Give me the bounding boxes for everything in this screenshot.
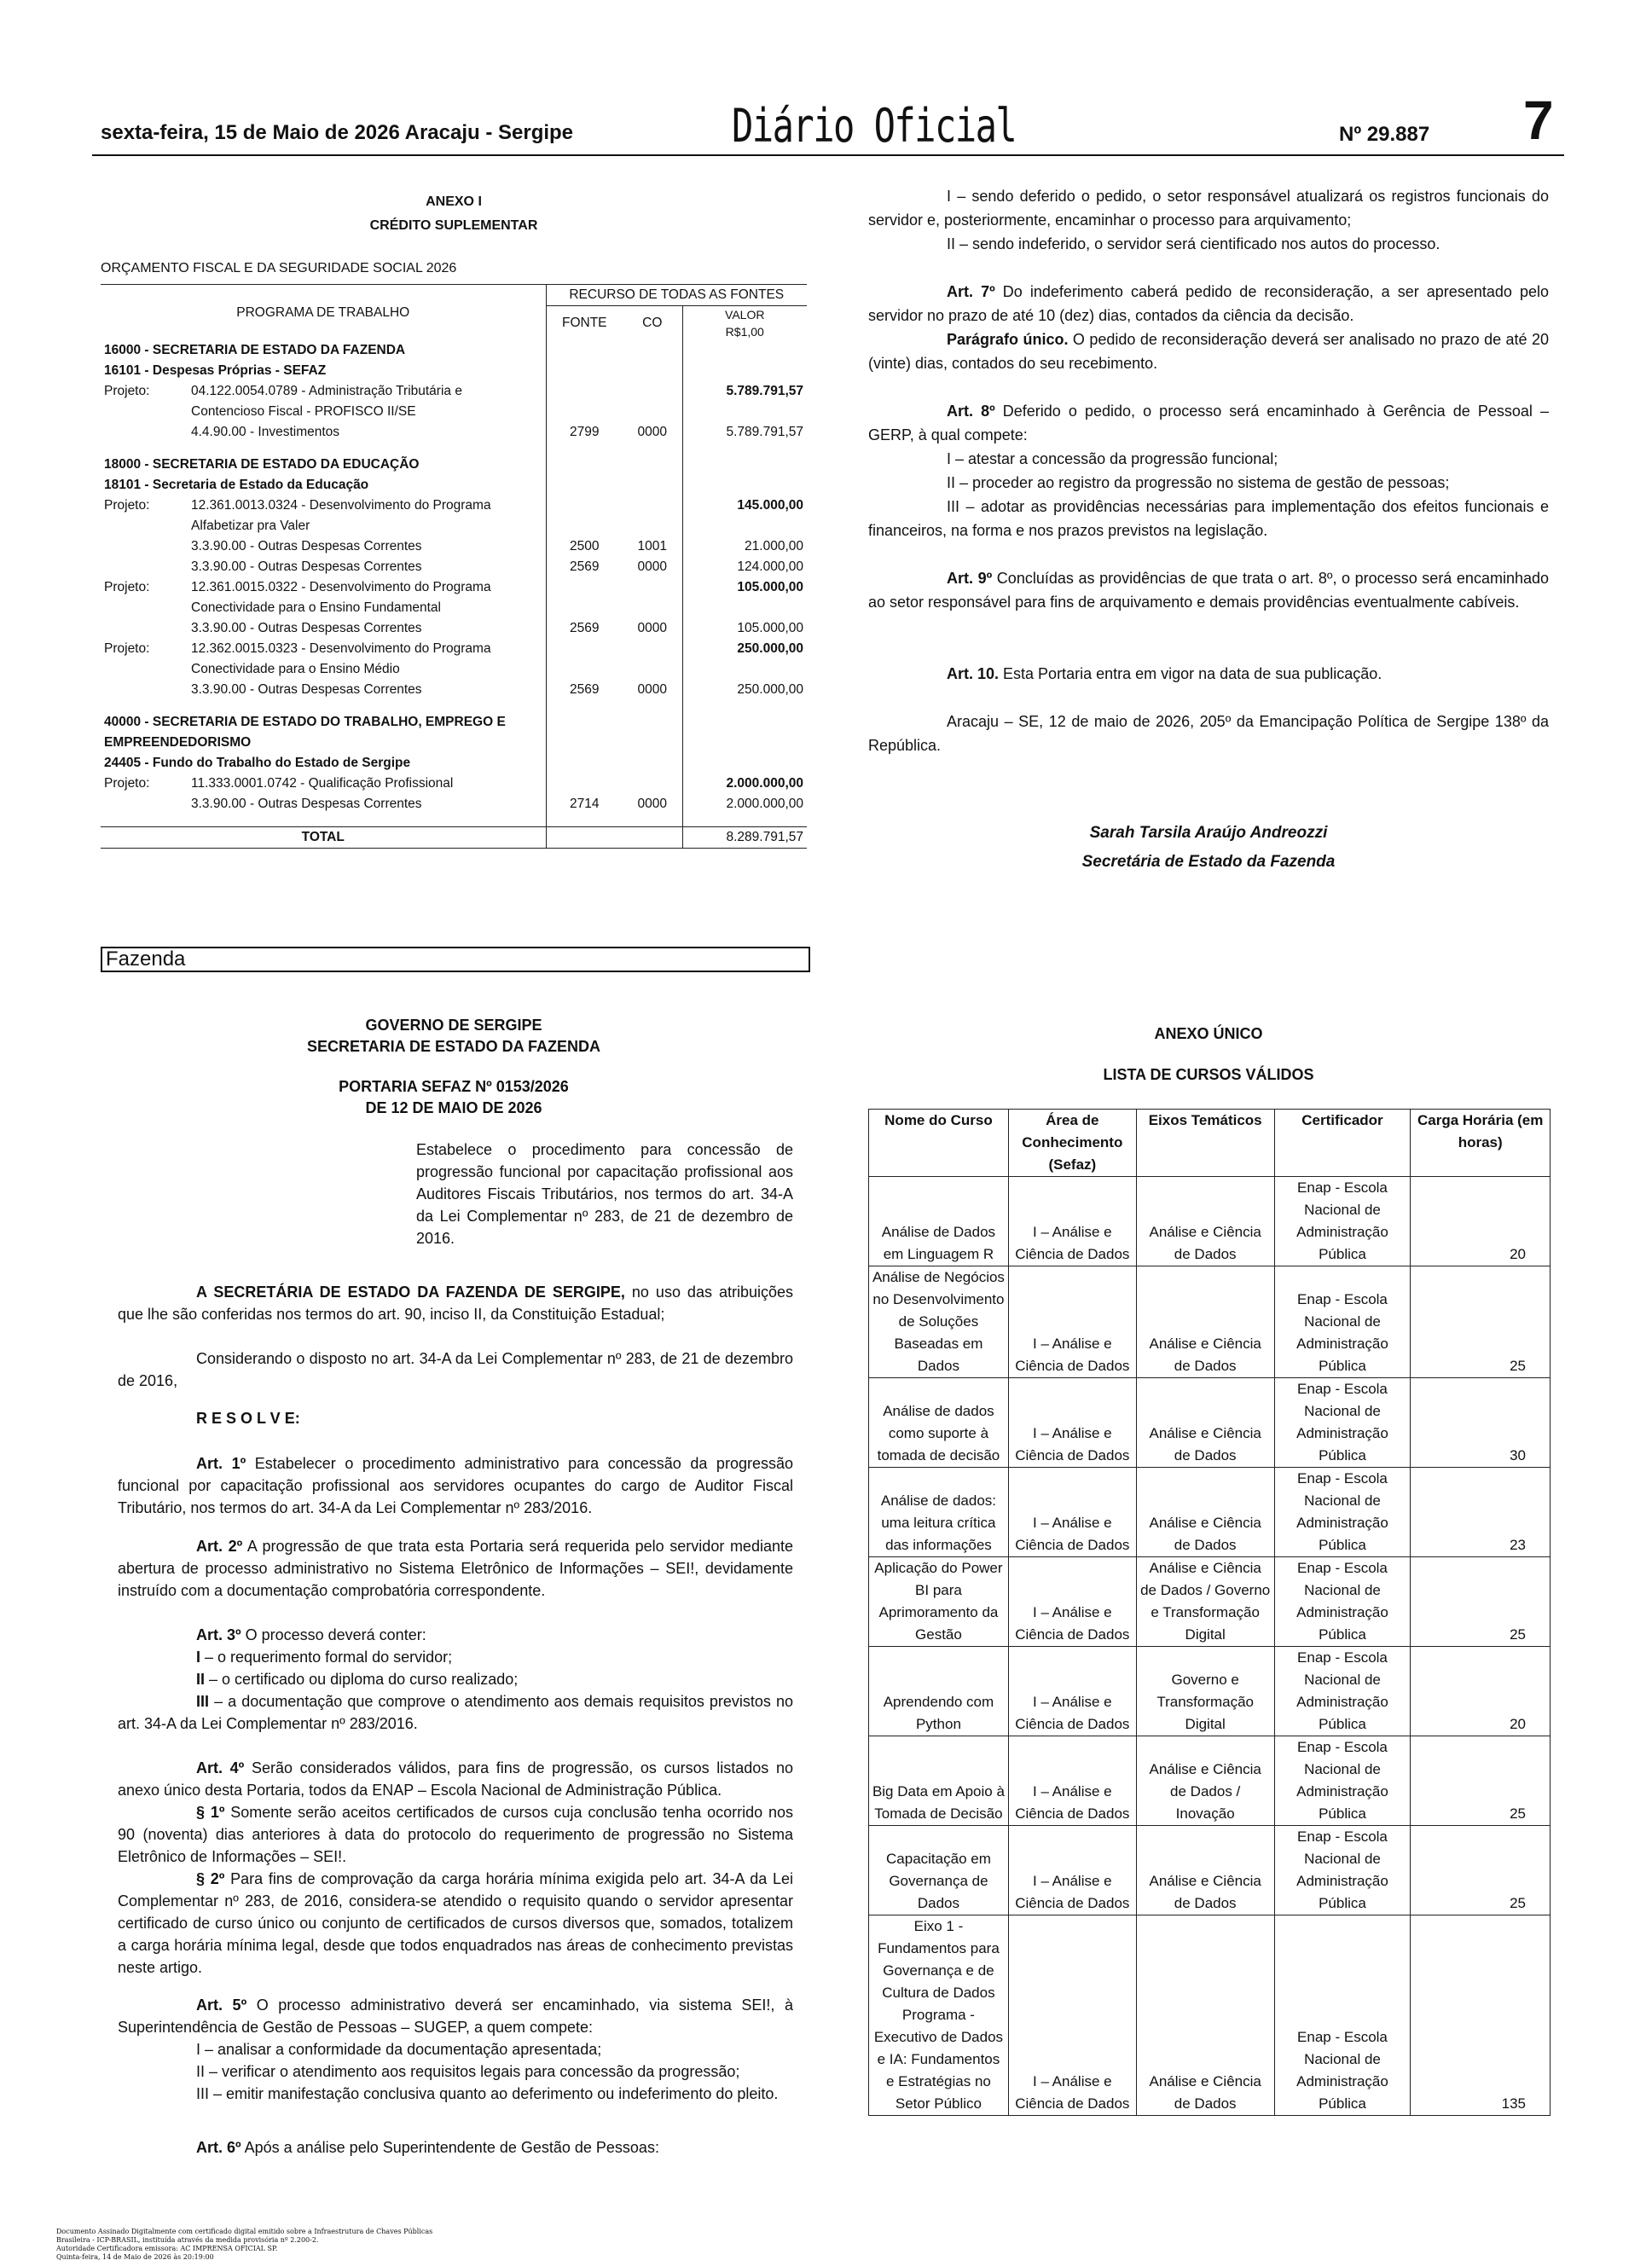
budget-project-cont: Alfabetizar pra Valer	[191, 519, 310, 533]
course-name: Análise de Negócios no Desenvolvimento de Soluções Baseadas em Dados	[869, 1266, 1009, 1378]
header-rule	[92, 154, 1564, 156]
annex1-title: ANEXO I	[426, 194, 482, 209]
budget-project-total: 145.000,00	[682, 496, 807, 516]
budget-row	[101, 618, 807, 639]
art10: Art. 10. Esta Portaria entra em vigor na data de sua publicação.	[947, 665, 1382, 682]
course-area: I – Análise e Ciência de Dados	[1008, 1557, 1136, 1647]
course-area: I – Análise e Ciência de Dados	[1008, 1177, 1136, 1266]
annex-unico-heading	[868, 1022, 1549, 1087]
budget-project-total: 250.000,00	[682, 639, 807, 659]
budget-fonte: 2500	[546, 536, 623, 557]
courses-header-cell: Carga Horária (em horas)	[1411, 1110, 1551, 1177]
courses-header-cell: Certificador	[1274, 1110, 1411, 1177]
budget-project: 12.361.0013.0324 - Desenvolvimento do Programa	[191, 498, 491, 513]
course-area: I – Análise e Ciência de Dados	[1008, 1266, 1136, 1378]
course-certifier: Enap - Escola Nacional de Administração Pública	[1274, 1468, 1411, 1557]
art7: Art. 7º Do indeferimento caberá pedido de reconsideração, a ser apresentado pelo servidor no prazo de até 10 (dez) dias, contados da ciência da decisão. Parágrafo único. O pedido de reconsideração deverá ser analisado no prazo de até 20 (vinte) dias, contados do seu recebimento.	[868, 283, 1549, 372]
section-label: Fazenda	[101, 947, 810, 972]
course-axes: Análise e Ciência de Dados	[1136, 1266, 1274, 1378]
budget-co: 0000	[637, 621, 667, 635]
budget-row	[101, 814, 807, 827]
budget-project-label: Projeto:	[104, 776, 150, 791]
course-certifier: Enap - Escola Nacional de Administração Pública	[1274, 1378, 1411, 1468]
budget-project-total: 2.000.000,00	[682, 774, 807, 794]
annex-unico-title: ANEXO ÚNICO	[1154, 1025, 1263, 1042]
signer-role: Secretária de Estado da Fazenda	[1081, 853, 1336, 871]
budget-row	[101, 598, 807, 618]
budget-row	[101, 700, 807, 712]
budget-row	[101, 402, 807, 422]
course-axes: Análise e Ciência de Dados	[1136, 1826, 1274, 1915]
budget-item: 3.3.90.00 - Outras Despesas Correntes	[191, 797, 422, 811]
col-program: PROGRAMA DE TRABALHO	[101, 285, 546, 341]
course-hours: 30	[1411, 1378, 1551, 1468]
budget-project: 04.122.0054.0789 - Administração Tributária e	[191, 384, 462, 398]
budget-org: 40000 - SECRETARIA DE ESTADO DO TRABALHO, EMPREGO E	[104, 715, 506, 729]
budget-valor: 250.000,00	[682, 680, 807, 700]
budget-project-total: 105.000,00	[682, 577, 807, 598]
courses-table	[868, 1109, 1551, 2116]
col-resource: RECURSO DE TODAS AS FONTES	[546, 285, 807, 306]
course-hours: 20	[1411, 1647, 1551, 1736]
budget-org: 16000 - SECRETARIA DE ESTADO DA FAZENDA	[104, 343, 406, 357]
course-area: I – Análise e Ciência de Dados	[1008, 1647, 1136, 1736]
budget-project: 12.361.0015.0322 - Desenvolvimento do Programa	[191, 580, 491, 594]
course-certifier: Enap - Escola Nacional de Administração Pública	[1274, 1266, 1411, 1378]
course-name: Capacitação em Governança de Dados	[869, 1826, 1009, 1915]
budget-row	[101, 475, 807, 496]
budget-fonte: 2569	[546, 557, 623, 577]
budget-project: 11.333.0001.0742 - Qualificação Profissional	[191, 776, 454, 791]
budget-valor: 21.000,00	[682, 536, 807, 557]
art9: Art. 9º Concluídas as providências de que trata o art. 8º, o processo será encaminhado ao setor responsável para fins de arquivamento e demais providências eventualmente cabíveis.	[868, 570, 1550, 611]
total-value: 8.289.791,57	[682, 827, 807, 849]
annex1-heading	[101, 192, 807, 236]
budget-row	[101, 659, 807, 680]
art4: Art. 4º Serão considerados válidos, para fins de progressão, os cursos listados no anexo único desta Portaria, todos da ENAP – Escola Nacional de Administração Pública. § 1º Somente serão aceitos certificados de cursos cuja conclusão tenha ocorrido nos 90 (noventa) dias anteriores à data do protocolo do requerimento de progressão no Sistema Eletrônico de Informações – SEI!. § 2º Para fins de comprovação da carga horária mínima exigida pelo art. 34-A da Lei Complementar nº 283, de 2016, considera-se atendido o requisito quando o servidor apresentar certificado de curso único ou conjunto de certificados de cursos diversos que, somados, totalizem a carga horária mínima legal, desde que todos enquadrados nas áreas de conhecimento previstas neste artigo.	[118, 1759, 793, 1976]
budget-row	[101, 557, 807, 577]
budget-row	[101, 639, 807, 659]
courses-body	[869, 1177, 1551, 2116]
budget-row	[101, 577, 807, 598]
course-certifier: Enap - Escola Nacional de Administração Pública	[1274, 1647, 1411, 1736]
budget-row	[101, 536, 807, 557]
course-name: Análise de Dados em Linguagem R	[869, 1177, 1009, 1266]
budget-valor: 5.789.791,57	[682, 422, 807, 443]
course-name: Aplicação do Power BI para Aprimoramento da Gestão	[869, 1557, 1009, 1647]
art6-items: I – sendo deferido o pedido, o setor responsável atualizará os registros funcionais do servidor e, posteriormente, encaminhar o processo para arquivamento; II – sendo indeferido, o servidor será cientificado nos autos do processo.	[868, 188, 1549, 252]
closing: Aracaju – SE, 12 de maio de 2026, 205º da Emancipação Política de Sergipe 138º da República.	[868, 713, 1549, 754]
course-certifier: Enap - Escola Nacional de Administração Pública	[1274, 1177, 1411, 1266]
course-axes: Análise e Ciência de Dados / Governo e Transformação Digital	[1136, 1557, 1274, 1647]
budget-label: ORÇAMENTO FISCAL E DA SEGURIDADE SOCIAL 2026	[101, 261, 457, 275]
col-fonte: FONTE	[546, 306, 623, 341]
art6: Art. 6º Após a análise pelo Superintendente de Gestão de Pessoas:	[196, 2139, 659, 2156]
signature-block	[868, 819, 1549, 877]
course-hours: 20	[1411, 1177, 1551, 1266]
col-valor: VALOR R$1,00	[682, 306, 807, 341]
course-hours: 25	[1411, 1736, 1551, 1826]
budget-co: 1001	[637, 539, 667, 553]
budget-project-cont: Conectividade para o Ensino Médio	[191, 662, 400, 676]
budget-row	[101, 794, 807, 814]
budget-row	[101, 340, 807, 361]
budget-org: 18101 - Secretaria de Estado da Educação	[104, 478, 369, 492]
budget-co: 0000	[637, 682, 667, 697]
course-axes: Análise e Ciência de Dados	[1136, 1378, 1274, 1468]
portaria-title: PORTARIA SEFAZ Nº 0153/2026	[339, 1078, 569, 1095]
portaria-ementa: Estabelece o procedimento para concessão de progressão funcional por capacitação profissional aos Auditores Fiscais Tributários, nos termos do art. 34-A da Lei Complementar nº 283, de 21 de dezembro de 2016.	[416, 1141, 793, 1247]
course-hours: 25	[1411, 1557, 1551, 1647]
budget-row	[101, 443, 807, 455]
budget-valor: 2.000.000,00	[682, 794, 807, 814]
budget-item: 3.3.90.00 - Outras Despesas Correntes	[191, 559, 422, 574]
budget-item: 3.3.90.00 - Outras Despesas Correntes	[191, 621, 422, 635]
budget-org: EMPREENDEDORISMO	[104, 735, 252, 750]
budget-row	[101, 753, 807, 774]
art5: Art. 5º O processo administrativo deverá ser encaminhado, via sistema SEI!, à Superintendência de Gestão de Pessoas – SUGEP, a quem compete: I – analisar a conformidade da documentação apresentada; II – verificar o atendimento aos requisitos legais para concessão da progressão; III – emitir manifestação conclusiva quanto ao deferimento ou indeferimento do pleito.	[118, 1997, 794, 2102]
course-area: I – Análise e Ciência de Dados	[1008, 1378, 1136, 1468]
course-hours: 25	[1411, 1826, 1551, 1915]
budget-row	[101, 774, 807, 794]
course-area: I – Análise e Ciência de Dados	[1008, 1468, 1136, 1557]
budget-row	[101, 680, 807, 700]
course-certifier: Enap - Escola Nacional de Administração Pública	[1274, 1557, 1411, 1647]
budget-org: 16101 - Despesas Próprias - SEFAZ	[104, 363, 327, 378]
course-name: Eixo 1 - Fundamentos para Governança e de Cultura de Dados Programa - Executivo de Dados e IA: Fundamentos e Estratégias no Setor Público	[869, 1915, 1009, 2116]
edition-number: Nº 29.887	[1339, 123, 1430, 146]
header-date: sexta-feira, 15 de Maio de 2026 Aracaju - Sergipe	[101, 121, 574, 144]
portaria-date: DE 12 DE MAIO DE 2026	[365, 1099, 542, 1116]
budget-row	[101, 733, 807, 753]
course-name: Big Data em Apoio à Tomada de Decisão	[869, 1736, 1009, 1826]
budget-row	[101, 361, 807, 381]
budget-co: 0000	[637, 559, 667, 574]
courses-header-row	[869, 1110, 1551, 1177]
art1: Art. 1º Estabelecer o procedimento administrativo para concessão da progressão funcional por capacitação profissional aos servidores ocupantes do cargo de Auditor Fiscal Tributário, nos termos do art. 34-A da Lei Complementar nº 283/2016.	[118, 1455, 793, 1516]
portaria-title-block	[101, 1076, 807, 1119]
course-axes: Análise e Ciência de Dados	[1136, 1915, 1274, 2116]
budget-row	[101, 516, 807, 536]
budget-project-cont: Conectividade para o Ensino Fundamental	[191, 600, 441, 615]
considerando: Considerando o disposto no art. 34-A da Lei Complementar nº 283, de 21 de dezembro de 2016,	[118, 1350, 793, 1389]
resolve: R E S O L V E:	[196, 1410, 300, 1427]
budget-item: 3.3.90.00 - Outras Despesas Correntes	[191, 682, 422, 697]
course-name: Análise de dados como suporte à tomada de decisão	[869, 1378, 1009, 1468]
art3: Art. 3º O processo deverá conter: I – o requerimento formal do servidor; II – o certificado ou diploma do curso realizado; III – a documentação que comprove o atendimento aos demais requisitos previstos no art. 34-A da Lei Complementar nº 283/2016.	[118, 1626, 793, 1732]
budget-fonte: 2569	[546, 680, 623, 700]
course-certifier: Enap - Escola Nacional de Administração Pública	[1274, 1826, 1411, 1915]
course-row	[869, 1826, 1551, 1915]
budget-project-cont: Contencioso Fiscal - PROFISCO II/SE	[191, 404, 416, 419]
courses-header-cell: Área de Conhecimento (Sefaz)	[1008, 1110, 1136, 1177]
budget-table	[101, 284, 807, 849]
course-axes: Análise e Ciência de Dados	[1136, 1468, 1274, 1557]
course-row	[869, 1736, 1551, 1826]
budget-project-total: 5.789.791,57	[682, 381, 807, 402]
portaria-intro: A SECRETÁRIA DE ESTADO DA FAZENDA DE SERGIPE, no uso das atribuições que lhe são conferidas nos termos do art. 90, inciso II, da Constituição Estadual;	[118, 1284, 793, 1323]
art2: Art. 2º A progressão de que trata esta Portaria será requerida pelo servidor mediante abertura de processo administrativo no Sistema Eletrônico de Informações – SEI!, devidamente instruído com a documentação comprobatória correspondente.	[118, 1538, 793, 1599]
course-row	[869, 1468, 1551, 1557]
budget-co: 0000	[637, 425, 667, 439]
course-row	[869, 1266, 1551, 1378]
budget-project-label: Projeto:	[104, 580, 150, 594]
col-co: CO	[642, 316, 663, 330]
course-area: I – Análise e Ciência de Dados	[1008, 1915, 1136, 2116]
total-label: TOTAL	[101, 827, 546, 849]
course-axes: Análise e Ciência de Dados / Inovação	[1136, 1736, 1274, 1826]
budget-row	[101, 496, 807, 516]
budget-fonte: 2714	[546, 794, 623, 814]
secretaria-name: SECRETARIA DE ESTADO DA FAZENDA	[306, 1038, 600, 1055]
budget-item: 3.3.90.00 - Outras Despesas Correntes	[191, 539, 422, 553]
budget-co: 0000	[637, 797, 667, 811]
art8: Art. 8º Deferido o pedido, o processo será encaminhado à Gerência de Pessoal – GERP, à qual compete: I – atestar a concessão da progressão funcional; II – proceder ao registro da progressão no sistema de gestão de pessoas; III – adotar as providências necessárias para implementação dos efeitos funcionais e financeiros, na forma e nos prazos previstos na legislação.	[868, 403, 1549, 539]
course-hours: 23	[1411, 1468, 1551, 1557]
course-row	[869, 1557, 1551, 1647]
course-axes: Análise e Ciência de Dados	[1136, 1177, 1274, 1266]
budget-project-label: Projeto:	[104, 498, 150, 513]
budget-fonte: 2799	[546, 422, 623, 443]
budget-valor: 105.000,00	[682, 618, 807, 639]
budget-row	[101, 455, 807, 475]
courses-header-cell: Nome do Curso	[869, 1110, 1009, 1177]
annex-unico-subtitle: LISTA DE CURSOS VÁLIDOS	[1103, 1066, 1314, 1083]
signer-name: Sarah Tarsila Araújo Andreozzi	[1089, 824, 1328, 842]
gov-name: GOVERNO DE SERGIPE	[365, 1017, 542, 1034]
budget-body	[101, 340, 807, 827]
budget-valor: 124.000,00	[682, 557, 807, 577]
budget-org: 18000 - SECRETARIA DE ESTADO DA EDUCAÇÃO	[104, 457, 420, 472]
course-hours: 135	[1411, 1915, 1551, 2116]
budget-row	[101, 381, 807, 402]
course-certifier: Enap - Escola Nacional de Administração Pública	[1274, 1915, 1411, 2116]
budget-item: 4.4.90.00 - Investimentos	[191, 425, 340, 439]
course-axes: Governo e Transformação Digital	[1136, 1647, 1274, 1736]
course-name: Aprendendo com Python	[869, 1647, 1009, 1736]
budget-org: 24405 - Fundo do Trabalho do Estado de Sergipe	[104, 756, 411, 770]
course-name: Análise de dados: uma leitura crítica das informações	[869, 1468, 1009, 1557]
course-certifier: Enap - Escola Nacional de Administração Pública	[1274, 1736, 1411, 1826]
course-row	[869, 1177, 1551, 1266]
budget-row	[101, 712, 807, 733]
page-number: 7	[1523, 90, 1554, 151]
courses-header-cell: Eixos Temáticos	[1136, 1110, 1274, 1177]
portaria-issuer	[101, 1015, 807, 1058]
budget-row	[101, 422, 807, 443]
course-row	[869, 1915, 1551, 2116]
budget-project-label: Projeto:	[104, 384, 150, 398]
newspaper-title: Diário Oficial	[732, 99, 1017, 153]
course-area: I – Análise e Ciência de Dados	[1008, 1826, 1136, 1915]
course-row	[869, 1378, 1551, 1468]
budget-project-label: Projeto:	[104, 641, 150, 656]
course-row	[869, 1647, 1551, 1736]
course-area: I – Análise e Ciência de Dados	[1008, 1736, 1136, 1826]
budget-fonte: 2569	[546, 618, 623, 639]
digital-signature-note: Documento Assinado Digitalmente com certificado digital emitido sobre a Infraestrutura de Chaves Públicas Brasileira - ICP-BRASIL, instituída através da medida provisória nº 2.200-2. Autoridade Certificadora emissora: AC IMPRENSA OFICIAL SP. Quinta-feira, 14 de Maio de 2026 às 20:19:00	[56, 2228, 433, 2261]
annex1-subtitle: CRÉDITO SUPLEMENTAR	[369, 218, 538, 233]
course-hours: 25	[1411, 1266, 1551, 1378]
budget-project: 12.362.0015.0323 - Desenvolvimento do Programa	[191, 641, 491, 656]
